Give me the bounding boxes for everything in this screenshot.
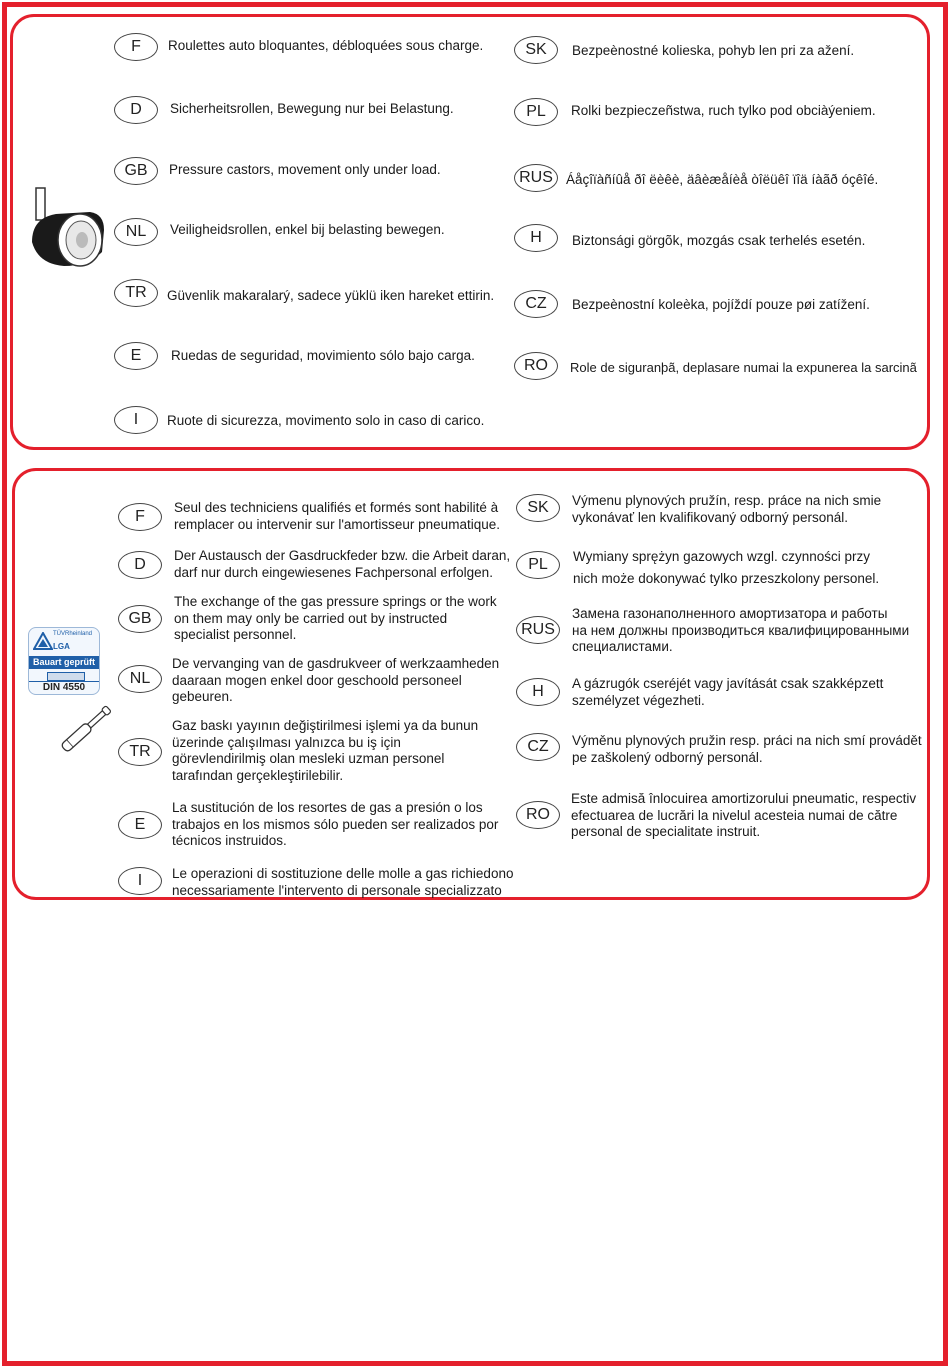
gas-text-e: La sustitución de los resortes de gas a presión o los trabajos en los mismos sólo pueden ser realizados por técnicos instruidos. xyxy=(172,800,499,848)
lang-badge-d: D xyxy=(114,96,158,124)
castor-text-h: Biztonsági görgõk, mozgás csak terhelés esetén. xyxy=(572,233,866,248)
castor-text-ro: Role de siguranþã, deplasare numai la expunerea la sarcinã xyxy=(570,360,917,375)
gas-text-pl: Wymiany sprężyn gazowych wzgl. czynności przy nich może dokonywać tylko przeszkolony personel. xyxy=(573,549,880,586)
gas-text-tr: Gaz baskı yayının değiştirilmesi işlemi ya da bunun üzerinde çalışılması yalnızca bu iş için görevlendirilmiş olan mesleki uzman personel tarafından gerçekleştirilebilir. xyxy=(172,718,479,783)
cert-issuer: TÜVRheinland xyxy=(53,631,93,637)
cert-approved: Bauart geprüft xyxy=(29,656,99,669)
castor-text-f: Roulettes auto bloquantes, débloquées sous charge. xyxy=(168,38,484,53)
gas-text-nl: De vervanging van de gasdrukveer of werkzaamheden daaraan mogen enkel door geschoold personeel gebeuren. xyxy=(172,656,500,704)
castor-text-rus: Áåçîïàñíûå ðî ëèêè, äâèæåíèå òîëüêî ïîä íàãð óçêîé. xyxy=(566,172,879,187)
lang-badge-e: E xyxy=(114,342,158,370)
gas-text-gb: The exchange of the gas pressure springs or the work on them may only be carried out by instructed specialist personnel. xyxy=(174,594,497,642)
lang-badge-i: I xyxy=(114,406,158,434)
castor-text-pl: Rolki bezpieczeñstwa, ruch tylko pod obciàýeniem. xyxy=(571,103,876,118)
castor-text-sk: Bezpeènostné kolieska, pohyb len pri za ažení. xyxy=(572,43,855,58)
gas-badge-gb: GB xyxy=(118,605,162,633)
gas-badge-f: F xyxy=(118,503,162,531)
cert-id-field xyxy=(47,672,85,681)
gas-badge-pl: PL xyxy=(516,551,560,579)
lang-badge-sk: SK xyxy=(514,36,558,64)
gas-spring-icon xyxy=(54,700,120,761)
castor-text-gb: Pressure castors, movement only under load. xyxy=(169,162,441,177)
gas-text-f: Seul des techniciens qualifiés et formés sont habilité à remplacer ou intervenir sur l'amortisseur pneumatique. xyxy=(174,500,500,532)
tuv-lga-certification-mark xyxy=(28,627,100,695)
gas-text-sk: Výmenu plynových pružín, resp. práce na nich smie vykonávať len kvalifikovaný odborný personál. xyxy=(572,493,882,525)
lang-badge-f: F xyxy=(114,33,158,61)
gas-badge-ro: RO xyxy=(516,801,560,829)
gas-badge-nl: NL xyxy=(118,665,162,693)
castor-text-tr: Güvenlik makaralarý, sadece yüklü iken hareket ettirin. xyxy=(167,288,495,303)
gas-text-rus: Замена газонаполненного амортизатора и работы на нем должны производиться квалифицированными специалистами. xyxy=(572,606,910,654)
cert-standard: DIN 4550 xyxy=(29,681,99,693)
lang-badge-cz: CZ xyxy=(514,290,558,318)
castor-text-e: Ruedas de seguridad, movimiento sólo bajo carga. xyxy=(171,348,475,363)
castor-text-cz: Bezpeènostní koleèka, pojíždí pouze pøi zatížení. xyxy=(572,297,870,312)
gas-badge-e: E xyxy=(118,811,162,839)
castor-text-i: Ruote di sicurezza, movimento solo in caso di carico. xyxy=(167,413,485,428)
castor-text-nl: Veiligheidsrollen, enkel bij belasting bewegen. xyxy=(170,222,445,237)
gas-text-cz: Výměnu plynových pružin resp. práci na nich smí provádět pe zaškolený odborný personál. xyxy=(572,733,922,765)
lang-badge-nl: NL xyxy=(114,218,158,246)
gas-text-d: Der Austausch der Gasdruckfeder bzw. die Arbeit daran, darf nur durch eingewiesenes Fachpersonal erfolgen. xyxy=(174,548,511,580)
lang-badge-gb: GB xyxy=(114,157,158,185)
lang-badge-pl: PL xyxy=(514,98,558,126)
gas-badge-i: I xyxy=(118,867,162,895)
gas-badge-h: H xyxy=(516,678,560,706)
gas-text-i: Le operazioni di sostituzione delle molle a gas richiedono necessariamente l'intervento di personale specializzato xyxy=(172,866,514,898)
lang-badge-tr: TR xyxy=(114,279,158,307)
castor-text-d: Sicherheitsrollen, Bewegung nur bei Belastung. xyxy=(170,101,454,116)
gas-badge-sk: SK xyxy=(516,494,560,522)
lang-badge-h: H xyxy=(514,224,558,252)
lang-badge-ro: RO xyxy=(514,352,558,380)
lang-badge-rus: RUS xyxy=(514,164,558,192)
gas-text-h: A gázrugók cseréjét vagy javítását csak szakképzett személyzet végezheti. xyxy=(572,676,884,708)
gas-badge-tr: TR xyxy=(118,738,162,766)
gas-badge-rus: RUS xyxy=(516,616,560,644)
cert-lga: LGA xyxy=(53,642,70,651)
gas-text-ro: Este admisă înlocuirea amortizorului pneumatic, respectiv efectuarea de lucrări la nivelul acesteia numai de către personal de specialitate instruit. xyxy=(571,791,917,839)
gas-badge-cz: CZ xyxy=(516,733,560,761)
gas-badge-d: D xyxy=(118,551,162,579)
castor-wheel-icon xyxy=(28,182,108,277)
